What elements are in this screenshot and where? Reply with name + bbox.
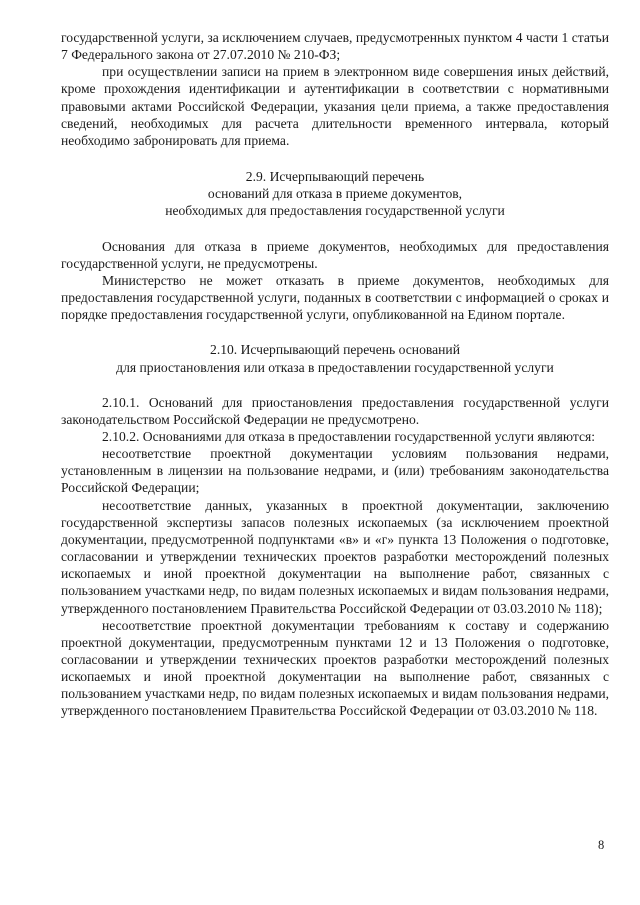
refusal-reason-2: несоответствие данных, указанных в проектной документации, заключению государственной экспертизы запасов полезных ископаемых (за исключением проектной документации, предусмотренной подпунктами «в» и «г» пункта 13 Положения о подготовке, согласовании и утверждении технических проектов разработки месторождений полезных ископаемых и иной проектной документации на выполнение работ, связанных с пользованием участками недр, по видам полезных ископаемых и видам пользования недрами, утвержденного постановлением Правительства Российской Федерации от 03.03.2010 № 118); xyxy=(61,497,609,616)
section-2-10-heading xyxy=(61,341,609,375)
spacer xyxy=(61,220,609,238)
section-2-10-1-paragraph: 2.10.1. Оснований для приостановления предоставления государственной услуги законодательством Российской Федерации не предусмотрено. xyxy=(61,394,609,427)
intro-paragraph-1: государственной услуги, за исключением случаев, предусмотренных пунктом 4 части 1 статьи 7 Федерального закона от 27.07.2010 № 210-ФЗ; xyxy=(61,30,609,63)
refusal-reason-3: несоответствие проектной документации требованиям к составу и содержанию проектной документации, предусмотренным пунктами 12 и 13 Положения о подготовке, согласовании и утверждении технических проектов разработки месторождений полезных ископаемых и иной проектной документации на выполнение работ, связанных с пользованием участками недр, по видам полезных ископаемых и видам пользования недрами, утвержденного постановлением Правительства Российской Федерации от 03.03.2010 № 118. xyxy=(61,617,609,719)
section-2-9-paragraph-1: Основания для отказа в приеме документов, необходимых для предоставления государственной услуги, не предусмотрены. xyxy=(61,238,609,271)
spacer xyxy=(61,149,609,168)
intro-paragraph-2: при осуществлении записи на прием в электронном виде совершения иных действий, кроме прохождения идентификации и аутентификации в соответствии с нормативными правовыми актами Российской Федерации, указания цели приема, а также предоставления сведений, необходимых для расчета длительности временного интервала, который необходимо забронировать для приема. xyxy=(61,64,609,148)
section-2-9-paragraph-2: Министерство не может отказать в приеме документов, необходимых для предоставления государственной услуги, поданных в соответствии с информацией о сроках и порядке предоставления государственной услуги, опубликованной на Едином портале. xyxy=(61,272,609,323)
section-2-10-2-paragraph: 2.10.2. Основаниями для отказа в предоставлении государственной услуги являются: xyxy=(102,428,596,444)
refusal-reason-1: несоответствие проектной документации условиям пользования недрами, установленным в лицензии на пользование недрами, и (или) требованиям законодательства Российской Федерации; xyxy=(61,446,609,496)
section-2-9-heading xyxy=(61,168,609,219)
document-page xyxy=(61,29,609,720)
section-2-9-heading-line-1: 2.9. Исчерпывающий перечень xyxy=(245,169,425,185)
section-2-10-heading-line-2: для приостановления или отказа в предоставлении государственной услуги xyxy=(116,359,554,375)
spacer xyxy=(61,376,609,394)
section-2-9-heading-line-2: оснований для отказа в приеме документов, xyxy=(207,186,463,202)
section-2-9-heading-line-3: необходимых для предоставления государственной услуги xyxy=(165,203,505,219)
page-number: 8 xyxy=(598,838,605,852)
section-2-10-heading-line-1: 2.10. Исчерпывающий перечень оснований xyxy=(210,342,460,358)
spacer xyxy=(61,323,609,341)
